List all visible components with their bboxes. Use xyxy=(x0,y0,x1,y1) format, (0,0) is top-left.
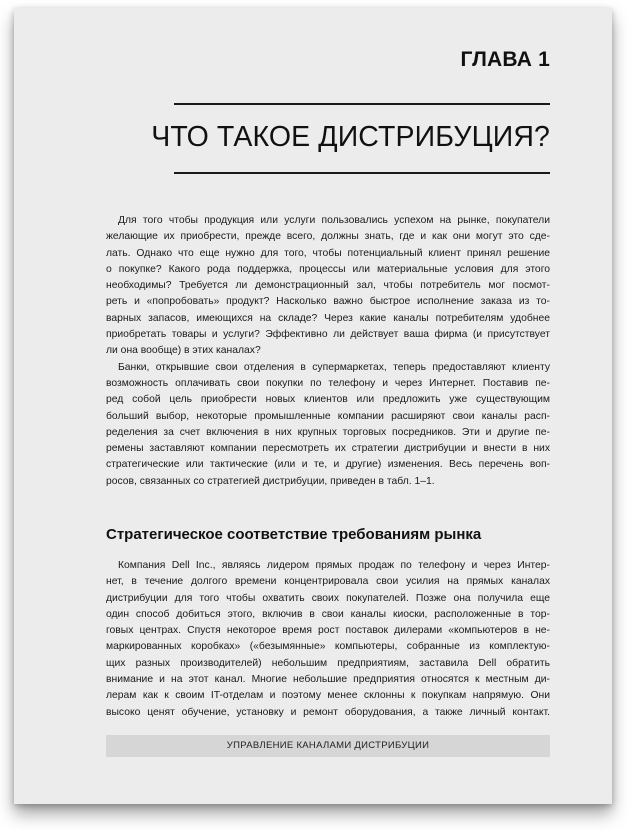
text-line: варных запасов, имеющихся на складе? Через какие каналы потребителям удобнее xyxy=(106,312,550,324)
text-line: ли она вообще) в этих каналах? xyxy=(106,345,261,357)
text-line: Для того чтобы продукция или услуги пользовались успехом на рынке, покупатели xyxy=(118,215,550,226)
text-line: лать. Однако что еще нужно для того, чтобы потенциальный клиент принял решение xyxy=(106,247,550,259)
title-rule-top xyxy=(174,103,550,105)
intro-text xyxy=(106,213,550,490)
text-line: необходимы? Требуется ли демонстрационный зал, чтобы потребитель мог посмот- xyxy=(106,280,550,292)
section-heading: Стратегическое соответствие требованиям рынка xyxy=(106,526,482,543)
text-line: лерам как к своим IT-отделам и поэтому менее склонны к покупкам напрямую. Они xyxy=(106,690,550,702)
text-line: желающие их приобрести, прежде всего, должны знать, где и как они могут это сде- xyxy=(106,231,550,243)
text-line: больший выбор, некоторые промышленные компании расширяют свои каналы расп- xyxy=(106,410,550,422)
section-text xyxy=(106,558,550,721)
title-rule-bottom xyxy=(174,172,550,174)
chapter-title: ЧТО ТАКОЕ ДИСТРИБУЦИЯ? xyxy=(151,121,550,153)
text-line: Компания Dell Inc., являясь лидером прямых продаж по телефону и через Интер- xyxy=(118,560,550,571)
text-line: нет, в течение долгого времени концентрировала свои усилия на прямых каналах xyxy=(106,576,550,588)
text-line: реть и «попробовать» продукт? Насколько важно быстрое исполнение заказа из то- xyxy=(106,296,550,308)
footer-text: УПРАВЛЕНИЕ КАНАЛАМИ ДИСТРИБУЦИИ xyxy=(226,740,430,751)
text-line: щих разных производителей) небольшим предприятиям, заставила Dell обратить xyxy=(106,657,550,669)
text-line: ределения за счет включения в них крупных торговых посредников. Эти и другие пе- xyxy=(106,426,550,438)
book-page xyxy=(14,8,612,804)
text-line: ремены заставляют компании пересмотреть их стратегии дистрибуции и внести в них xyxy=(106,443,550,455)
text-line: о покупке? Какого рода поддержка, процессы или материальные условия для этого xyxy=(106,263,550,275)
text-line: росов, связанных со стратегией дистрибуции, приведен в табл. 1–1. xyxy=(106,475,435,487)
text-line: говых центрах. Спустя некоторое время рост поставок дилерами «компьютеров в не- xyxy=(106,625,550,637)
running-footer xyxy=(106,735,550,757)
text-line: Банки, открывшие свои отделения в супермаркетах, теперь предоставляют клиенту xyxy=(118,361,550,373)
text-line: приобретать товары и услуги? Эффективно ли действует ваша фирма (и присутствует xyxy=(106,329,550,341)
text-line: маркированных коробках» («безымянные» компьютеры, собранные из комплектую- xyxy=(106,641,550,653)
text-line: дистрибуции для того чтобы охватить своих покупателей. Позже она получила еще xyxy=(106,592,550,604)
text-line: стратегические или тактические (или и те, и другие) изменения. Весь перечень воп- xyxy=(106,459,550,471)
text-line: внимание и на этот канал. Многие небольшие предприятия относятся к местным ди- xyxy=(106,674,550,686)
chapter-label: ГЛАВА 1 xyxy=(460,48,550,71)
text-line: один способ добиться этого, включив в свои каналы киоски, расположенные в тор- xyxy=(106,608,550,620)
text-line: возможность оплачивать свои покупки по телефону и через Интернет. Поставив пе- xyxy=(106,377,550,389)
text-line: высоко ценят обучение, установку и ремонт оборудования, а также личный контакт. xyxy=(106,706,550,718)
text-line: ред собой цель приобрести новых клиентов или предложить уже существующим xyxy=(106,394,550,406)
